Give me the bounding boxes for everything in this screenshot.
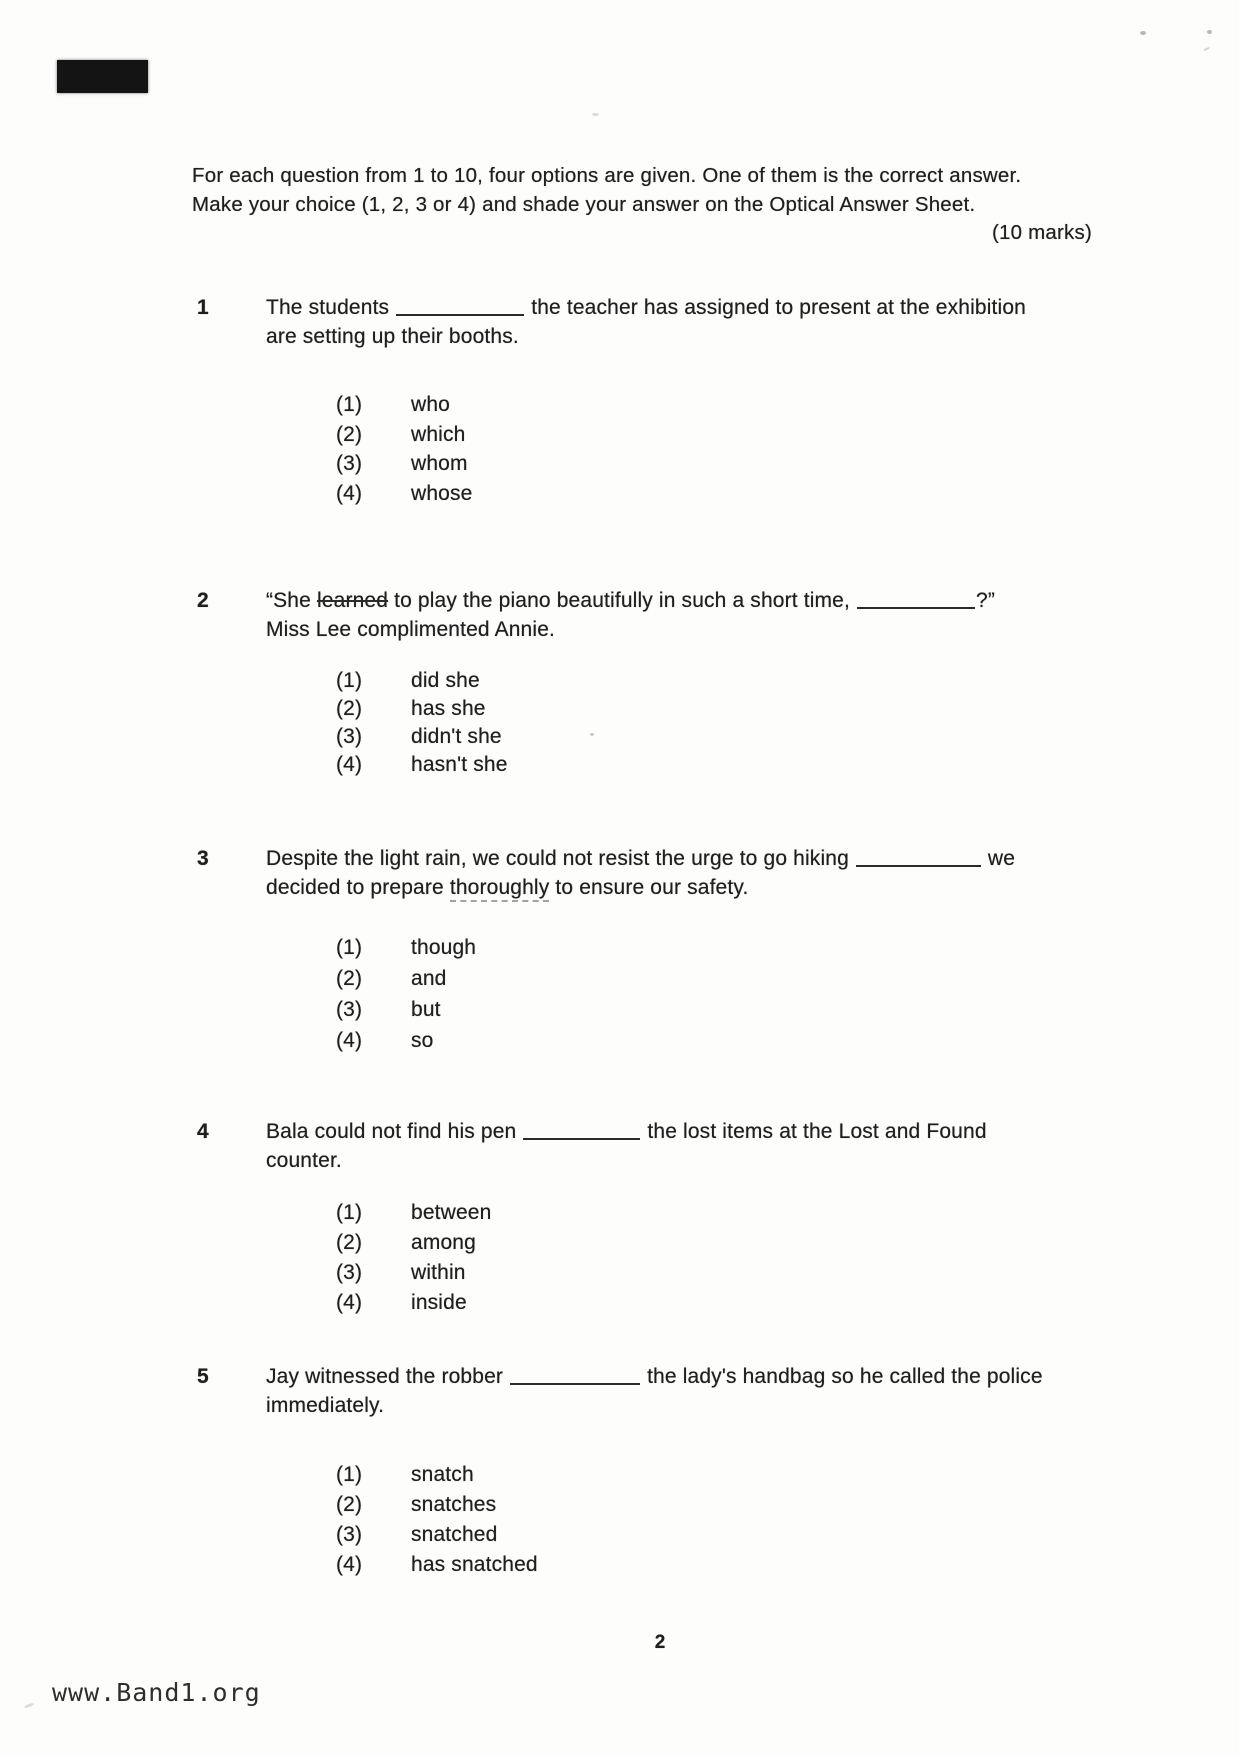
option-label: though bbox=[411, 936, 477, 959]
option-marker: (2) bbox=[336, 422, 363, 446]
fill-in-blank bbox=[523, 1136, 640, 1140]
option-label: snatches bbox=[411, 1493, 497, 1516]
option-label: snatched bbox=[411, 1523, 498, 1546]
option-row bbox=[336, 1258, 1117, 1288]
option-row bbox=[336, 995, 1117, 1026]
instructions-line-2: Make your choice (1, 2, 3 or 4) and shade your answer on the Optical Answer Sheet. bbox=[192, 192, 976, 216]
question-2 bbox=[197, 586, 1117, 778]
option-marker: (4) bbox=[336, 1029, 363, 1052]
option-row bbox=[336, 390, 1117, 420]
options-list bbox=[336, 933, 1117, 1057]
instructions-line-1: For each question from 1 to 10, four options are given. One of them is the correct answer. bbox=[192, 164, 1022, 187]
option-marker: (3) bbox=[336, 1523, 363, 1546]
scan-speck bbox=[1203, 47, 1210, 52]
options-list bbox=[336, 666, 1117, 778]
options-list bbox=[336, 1198, 1117, 1318]
option-row bbox=[336, 722, 1117, 750]
section-instructions bbox=[192, 162, 1092, 248]
struck-through-word: learned bbox=[316, 589, 389, 612]
question-number: 1 bbox=[197, 296, 209, 319]
question-stem-line-2: Miss Lee complimented Annie. bbox=[266, 618, 556, 641]
option-label: but bbox=[411, 998, 441, 1021]
option-label: between bbox=[411, 1201, 492, 1224]
option-row bbox=[336, 1550, 1117, 1580]
option-row bbox=[336, 694, 1117, 722]
option-row bbox=[336, 1198, 1117, 1228]
option-label: whose bbox=[411, 481, 473, 505]
watermark-url: www.Band1.org bbox=[52, 1678, 261, 1707]
option-marker: (3) bbox=[336, 725, 363, 748]
option-label: hasn't she bbox=[411, 753, 508, 776]
question-stem-line-1: The students the teacher has assigned to present at the exhibition bbox=[266, 296, 1026, 319]
question-stem-line-2: immediately. bbox=[266, 1394, 385, 1417]
option-row bbox=[336, 1460, 1117, 1490]
fill-in-blank bbox=[510, 1381, 640, 1385]
option-marker: (1) bbox=[336, 669, 363, 692]
smudged-underline-word: thoroughly bbox=[450, 876, 550, 902]
option-marker: (2) bbox=[336, 967, 363, 990]
option-label: did she bbox=[411, 669, 480, 692]
fill-in-blank bbox=[396, 312, 524, 316]
option-marker: (3) bbox=[336, 1261, 363, 1284]
option-row bbox=[336, 1490, 1117, 1520]
option-row bbox=[336, 666, 1117, 694]
scan-speck bbox=[1140, 31, 1146, 35]
option-label: which bbox=[411, 422, 466, 446]
option-label: within bbox=[411, 1261, 466, 1284]
option-marker: (3) bbox=[336, 998, 363, 1021]
marks-allocation: (10 marks) bbox=[992, 221, 1092, 244]
question-stem-line-1: Jay witnessed the robber the lady's handbag so he called the police bbox=[266, 1365, 1043, 1388]
redacted-logo-box bbox=[57, 60, 148, 93]
option-row bbox=[336, 479, 1117, 509]
question-stem-line-1: Despite the light rain, we could not resist the urge to go hiking we bbox=[266, 847, 1016, 870]
question-stem-line-1: “She learned to play the piano beautifully in such a short time, ?” bbox=[266, 589, 995, 612]
option-label: who bbox=[411, 393, 450, 416]
scan-speck bbox=[592, 113, 599, 116]
option-marker: (1) bbox=[336, 1201, 363, 1224]
option-marker: (4) bbox=[336, 1553, 363, 1576]
option-marker: (2) bbox=[336, 1493, 363, 1516]
fill-in-blank bbox=[857, 605, 975, 609]
option-row bbox=[336, 1288, 1117, 1318]
question-stem-line-2: decided to prepare thoroughly to ensure our safety. bbox=[266, 873, 1117, 902]
question-4 bbox=[197, 1117, 1117, 1318]
option-row bbox=[336, 420, 1117, 450]
question-number: 3 bbox=[197, 847, 209, 870]
options-list bbox=[336, 390, 1117, 508]
question-stem-line-1: Bala could not find his pen the lost items at the Lost and Found bbox=[266, 1120, 987, 1143]
option-row bbox=[336, 449, 1117, 479]
option-label: inside bbox=[411, 1291, 467, 1314]
option-label: didn't she bbox=[411, 725, 502, 748]
option-label: whom bbox=[411, 452, 468, 475]
fill-in-blank bbox=[856, 863, 981, 867]
scan-speck bbox=[1207, 30, 1212, 34]
question-stem-line-2: are setting up their booths. bbox=[266, 325, 519, 348]
option-label: and bbox=[411, 967, 447, 990]
question-number: 2 bbox=[197, 589, 209, 612]
option-marker: (4) bbox=[336, 753, 363, 776]
option-marker: (1) bbox=[336, 936, 363, 959]
scan-speck bbox=[24, 1702, 34, 1708]
option-label: so bbox=[411, 1029, 434, 1052]
option-label: has snatched bbox=[411, 1553, 538, 1576]
option-label: among bbox=[411, 1231, 476, 1254]
question-1 bbox=[197, 293, 1117, 508]
option-marker: (1) bbox=[336, 393, 363, 416]
question-stem-line-2: counter. bbox=[266, 1149, 342, 1172]
page-number: 2 bbox=[654, 1632, 666, 1653]
option-row bbox=[336, 933, 1117, 964]
option-row bbox=[336, 750, 1117, 778]
question-number: 4 bbox=[197, 1120, 209, 1143]
option-row bbox=[336, 1228, 1117, 1258]
options-list bbox=[336, 1460, 1117, 1580]
question-5 bbox=[197, 1362, 1117, 1580]
option-marker: (4) bbox=[336, 1291, 363, 1314]
option-marker: (1) bbox=[336, 1463, 363, 1486]
question-number: 5 bbox=[197, 1365, 209, 1388]
option-label: has she bbox=[411, 697, 486, 720]
option-label: snatch bbox=[411, 1463, 474, 1486]
option-marker: (2) bbox=[336, 697, 363, 720]
question-3 bbox=[197, 844, 1117, 1057]
option-row bbox=[336, 1520, 1117, 1550]
option-marker: (3) bbox=[336, 452, 363, 475]
option-row bbox=[336, 964, 1117, 995]
option-marker: (4) bbox=[336, 481, 363, 505]
option-marker: (2) bbox=[336, 1231, 363, 1254]
option-row bbox=[336, 1026, 1117, 1057]
